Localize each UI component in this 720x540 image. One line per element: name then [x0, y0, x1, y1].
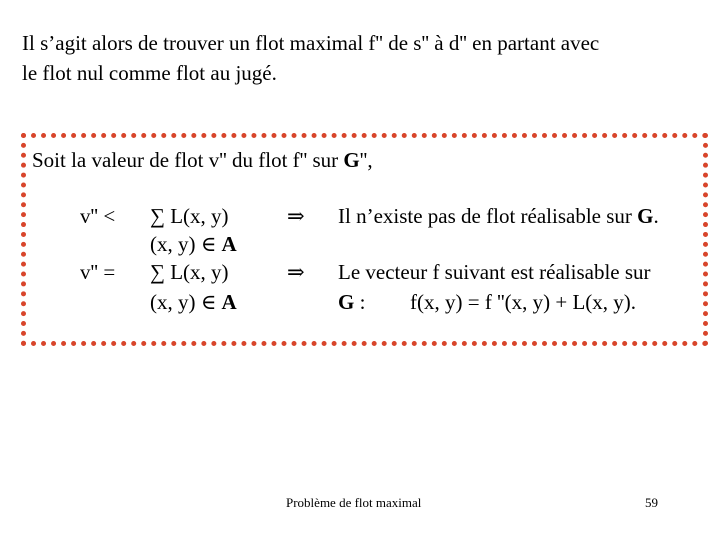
intro-line-1: Il s’agit alors de trouver un flot maximal f'' de s'' à d'' en partant avec [22, 31, 600, 55]
intro-paragraph [22, 28, 702, 88]
condition-1-conclusion-text: Il n’existe pas de flot réalisable sur [338, 204, 638, 228]
box-heading-graph: G [343, 148, 360, 172]
condition-2-implies-icon: ⇒ [287, 260, 305, 284]
condition-2-formula: f(x, y) = f ''(x, y) + L(x, y). [410, 290, 637, 314]
condition-2-conclusion-graph: G [338, 290, 355, 314]
footer-title: Problème de flot maximal [286, 495, 422, 510]
condition-1-conclusion-graph: G [637, 204, 654, 228]
condition-1-domain-prefix: (x, y) ∈ [150, 232, 222, 256]
condition-2-sum: ∑ L(x, y) [150, 260, 229, 284]
condition-2-domain [150, 290, 237, 314]
condition-2-domain-prefix: (x, y) ∈ [150, 290, 222, 314]
condition-1-conclusion-end: . [653, 204, 659, 228]
condition-1-label: v'' < [80, 204, 116, 228]
condition-1-domain-set: A [221, 232, 237, 256]
condition-2-domain-set: A [221, 290, 237, 314]
condition-2-conclusion-line-2 [338, 290, 365, 314]
condition-2-conclusion-line-1: Le vecteur f suivant est réalisable sur [338, 260, 651, 284]
condition-1-domain [150, 232, 237, 256]
intro-line-2: le flot nul comme flot au jugé. [22, 61, 277, 85]
condition-2-label: v'' = [80, 260, 116, 284]
box-heading-suffix: '', [359, 148, 373, 172]
condition-1-sum: ∑ L(x, y) [150, 204, 229, 228]
box-heading [32, 148, 373, 172]
condition-1-conclusion [338, 204, 659, 228]
condition-1-implies-icon: ⇒ [287, 204, 305, 228]
page-number: 59 [645, 495, 658, 510]
condition-2-conclusion-colon: : [354, 290, 366, 314]
box-heading-prefix: Soit la valeur de flot v'' du flot f'' sur [32, 148, 344, 172]
